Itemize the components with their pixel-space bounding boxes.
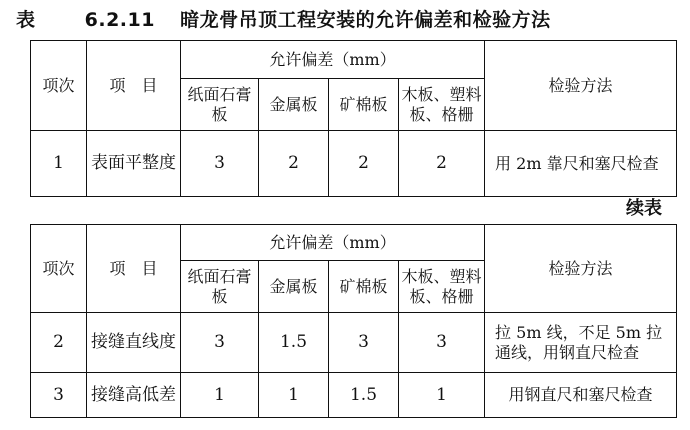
row-item: 接缝高低差: [87, 373, 181, 418]
row-gypsum: 3: [181, 313, 259, 373]
tolerance-table-continued: [30, 224, 677, 418]
title-text: 暗龙骨吊顶工程安装的允许偏差和检验方法: [180, 9, 551, 31]
header-wood: 木板、塑料板、格栅: [399, 261, 485, 313]
title-number: 6.2.11: [84, 9, 155, 31]
row-method: 用 2m 靠尺和塞尺检查: [485, 131, 677, 197]
row-wood: 3: [399, 313, 485, 373]
row-index: 2: [31, 313, 87, 373]
row-method: 拉 5m 线，不足 5m 拉通线，用钢直尺检查: [485, 313, 677, 373]
header-method: 检验方法: [485, 225, 677, 313]
table-title: [16, 4, 676, 36]
header-metal: 金属板: [259, 79, 329, 131]
row-mineral: 1.5: [329, 373, 399, 418]
row-wood: 2: [399, 131, 485, 197]
header-gypsum: 纸面石膏板: [181, 79, 259, 131]
header-tolerance-group: 允许偏差（mm）: [181, 41, 485, 79]
row-item: 表面平整度: [87, 131, 181, 197]
continued-label: 续表: [626, 198, 662, 219]
tolerance-table-main: [30, 40, 677, 197]
row-index: 3: [31, 373, 87, 418]
row-mineral: 2: [329, 131, 399, 197]
header-item: 项 目: [87, 41, 181, 131]
table-row: [31, 373, 677, 418]
header-tolerance-group: 允许偏差（mm）: [181, 225, 485, 261]
row-mineral: 3: [329, 313, 399, 373]
header-index: 项次: [31, 225, 87, 313]
header-mineral: 矿棉板: [329, 261, 399, 313]
header-mineral: 矿棉板: [329, 79, 399, 131]
row-method: 用钢直尺和塞尺检查: [485, 373, 677, 418]
row-index: 1: [31, 131, 87, 197]
row-metal: 1.5: [259, 313, 329, 373]
header-wood: 木板、塑料板、格栅: [399, 79, 485, 131]
header-item: 项 目: [87, 225, 181, 313]
row-wood: 1: [399, 373, 485, 418]
row-gypsum: 3: [181, 131, 259, 197]
header-gypsum: 纸面石膏板: [181, 261, 259, 313]
header-method: 检验方法: [485, 41, 677, 131]
title-label: 表: [16, 9, 36, 31]
header-index: 项次: [31, 41, 87, 131]
table-row: [31, 313, 677, 373]
row-metal: 2: [259, 131, 329, 197]
table-row: [31, 131, 677, 197]
row-gypsum: 1: [181, 373, 259, 418]
row-metal: 1: [259, 373, 329, 418]
header-metal: 金属板: [259, 261, 329, 313]
row-item: 接缝直线度: [87, 313, 181, 373]
